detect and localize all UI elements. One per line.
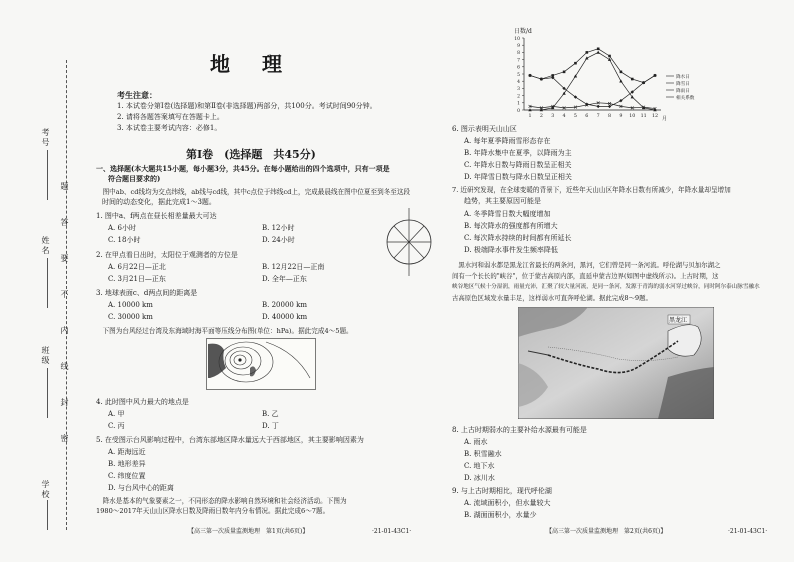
y-tick-label: 1 [517,101,520,107]
xuexiao-label: 学校 [41,480,50,500]
seal-word: 不 [60,290,69,300]
typhoon-center [238,358,241,361]
q3-stem: 3. 地球表面c、d两点间的距离是 [96,289,198,297]
section-instruction: 符合题目要求的) [108,174,161,183]
q1-option[interactable]: A. 6小时 [108,224,136,232]
xingming-label: 姓名 [41,236,50,256]
seal-word: 线 [60,362,69,372]
seal-word: 要 [60,254,69,264]
q1-3-intro: 图中ab、cd线均为交点纬线，ab线与cd线，其中c点位于纬线cd上，完成最晨线在图中位夏至到冬至这段 [96,188,411,196]
y-tick-label: 10 [514,36,520,42]
banji-label: 班级 [41,346,50,366]
q6-option[interactable]: D. 年降雪日数与降水日数呈正相关 [464,173,572,181]
data-point [631,78,634,81]
q9-option[interactable]: B. 湖面面积小，水量少 [464,511,537,519]
data-point [596,105,599,108]
q5-option[interactable]: A. 距海远近 [108,448,146,456]
lake-region [668,325,701,356]
page-title: 地 理 [210,52,288,76]
kaohao-label: 考号 [41,128,50,148]
series-line [530,52,655,110]
q4-option[interactable]: A. 甲 [108,410,125,418]
kaohao-line [47,150,48,200]
precipitation-days-chart [506,24,696,124]
legend-label: 降雨日 [676,88,690,94]
x-tick-label: 9 [619,114,623,119]
q1-option[interactable]: D. 24小时 [262,236,295,244]
x-tick-label: 1 [528,114,532,119]
xuexiao-line [47,500,48,530]
data-point [597,48,600,51]
data-point [619,79,622,82]
q2-option[interactable]: C. 3月21日—正东 [108,275,166,283]
q4-stem: 4. 此时图中风力最大的地点是 [96,398,189,406]
passage-6-7: 降水是基本的气象要素之一，不同形态的降水影响自然环境和社会经济活动。下图为 [96,497,347,505]
data-point [620,71,623,74]
passage-8-9: 峡谷地区气候十分湿润，雨量充沛，汇聚了较大量河流，是同一条河，发源于青海的弱水河穿过峡谷，同时阿尔泰山脉雪融水 [452,284,760,290]
seal-word: 封 [60,398,69,408]
x-tick-label: 12 [651,114,659,119]
x-tick-label: 6 [585,114,589,119]
q7-option[interactable]: A. 冬季降雪日数大幅度增加 [464,210,551,218]
data-point [596,51,599,54]
data-point [608,55,611,58]
q7-option[interactable]: B. 每次降水的强度都有所增大 [464,222,558,230]
y-tick-label: 8 [517,51,520,57]
q1-option[interactable]: B. 12小时 [262,224,295,232]
banji-line [47,368,48,418]
data-point [574,62,577,65]
q6-option[interactable]: A. 每年夏季降雨雪形态存在 [464,137,551,145]
section-heading: 第Ⅰ卷 (选择题 共45分) [186,148,316,161]
seal-word: 内 [60,326,69,336]
y-tick-label: 3 [517,87,520,93]
data-point [586,51,589,54]
q7-stem: 7. 近研究发现，在全球变暖的背景下，近些年天山山区年降水日数有所减少，年降水量却呈增加 [452,186,731,194]
sunlight-diagram [384,204,434,280]
footer-right-code: ·21-01-43C1· [728,528,768,535]
q8-option[interactable]: C. 地下水 [464,462,495,470]
q7-option[interactable]: C. 每次降水持续的时间都有所延长 [464,234,572,242]
x-tick-label: 3 [551,114,555,119]
passage-8-9: 黑水河和弱水都是黑龙江省最长的两条河，黑河，它们曾是同一条河流。呼伦湖与贝加尔湖之 [452,261,721,269]
q9-option[interactable]: A. 流域面积小，但水量较大 [464,499,551,507]
x-unit-label: 月 [662,116,668,122]
passage-8-9: 间有一个长长的"峡谷"，位于蒙古高原内部，直延申蒙古边界(如图中虚线所示)。上古时期，这 [452,272,719,280]
q3-option[interactable]: A. 10000 km [108,301,153,309]
q1-stem: 1. 图中a、f两点在昼长相差量最大可达 [96,212,217,220]
notice-item: 2. 请将各题答案填写在答题卡上。 [117,113,224,121]
data-point [608,105,611,108]
notice-item: 3. 本试卷主要考试内容：必修1。 [117,124,222,132]
legend-label: 降水日 [676,74,690,80]
q6-stem: 6. 图示表明天山山区 [452,125,517,133]
q8-option[interactable]: D. 冰川水 [464,474,495,482]
legend-label: 降雪日 [676,81,690,87]
q8-option[interactable]: B. 积雪融水 [464,450,502,458]
q8-stem: 8. 上古时期弱水的主要补给水源最有可能是 [452,426,587,434]
x-tick-label: 4 [562,114,566,119]
terrain-map [518,307,714,419]
q5-stem: 5. 在受图示台风影响过程中，台湾东部地区降水量远大于西部地区，其主要影响因素为 [96,436,364,444]
footer-left: 【高三第一次质量监测地理 第1页(共6页)】 [188,528,309,535]
q6-option[interactable]: B. 年降水集中在夏季，以降雨为主 [464,149,572,157]
y-tick-label: 0 [517,108,520,114]
x-tick-label: 11 [640,114,647,119]
data-point [608,58,611,61]
data-point [563,71,566,74]
footer-right: 【高三第一次质量监测地理 第2页(共6页)】 [546,528,667,535]
typhoon-map [206,338,316,390]
seal-word: 密 [60,434,69,444]
q9-stem: 9. 与上古时期相比，现代呼伦湖 [452,487,552,495]
q7-stem: 趋势，其主要原因可能是 [464,197,541,205]
y-tick-label: 7 [517,58,520,64]
y-tick-label: 5 [517,72,520,78]
q4-option[interactable]: C. 丙 [108,422,125,430]
x-tick-label: 8 [608,114,612,119]
x-tick-label: 7 [596,114,600,119]
q1-3-intro: 时间的动态变化，据此完成1～3题。 [102,198,216,206]
map-label-heilongjiang: 黑龙江 [669,317,688,324]
q3-option[interactable]: D. 40000 km [262,313,308,321]
q5-option[interactable]: C. 纬度位置 [108,472,146,480]
footer-left-code: ·21-01-43C1· [372,528,412,535]
passage-6-7: 1980～2017年天山山区降水日数及降雨日数年内分布情况。据此完成6～7题。 [96,507,330,515]
q8-option[interactable]: A. 雨水 [464,438,488,446]
q1-option[interactable]: C. 18小时 [108,236,141,244]
seal-word: 答 [60,218,69,228]
q5-option[interactable]: D. 与台风中心的距离 [108,484,174,492]
y-tick-label: 9 [517,44,520,49]
xingming-line [47,258,48,308]
legend-label: 相关系数 [676,95,695,101]
notice-item: 1. 本试卷分第Ⅰ卷(选择题)和第Ⅱ卷(非选择题)两部分，共100分。考试时间90分钟。 [117,102,377,110]
q2-option[interactable]: A. 6月22日—正北 [108,263,166,271]
q2-option[interactable]: D. 全年—正东 [262,275,307,283]
x-tick-label: 10 [629,114,636,119]
notice-heading: 考生注意： [117,90,157,100]
q6-option[interactable]: C. 年降水日数与降雨日数呈正相关 [464,161,572,169]
q3-option[interactable]: C. 30000 km [108,313,153,321]
y-tick-label: 2 [517,94,520,100]
x-tick-label: 5 [573,114,577,119]
seal-words [59,182,73,470]
typhoon-intro: 下图为台风经过台湾及东海域时海平面等压线分布图(单位：hPa)。据此完成4～5题。 [96,327,353,335]
q4-option[interactable]: B. 乙 [262,410,279,418]
q2-stem: 2. 在甲点看日出时，太阳位于观测者的方位是 [96,251,238,259]
passage-8-9: 古高原色区域发水量丰足，这样弱水可直奔呼伦湖。据此完成8～9题。 [452,294,652,302]
q5-option[interactable]: B. 地形差异 [108,460,146,468]
x-tick-label: 2 [539,114,543,119]
y-tick-label: 6 [517,65,520,71]
series-line [530,103,655,109]
q4-option[interactable]: D. 丁 [262,422,279,430]
section-instruction: 一、选择题(本大题共15小题，每小题3分，共45分。在每小题给出的四个选项中，只有一项是 [96,164,390,173]
chart-ylabel: 日数/d [514,28,532,35]
seal-word: 题 [60,182,69,192]
q2-option[interactable]: B. 12月22日—正南 [262,263,325,271]
q3-option[interactable]: B. 20000 km [262,301,307,309]
q7-option[interactable]: D. 极端降水事件发生频率降低 [464,246,558,254]
series-line [530,49,655,83]
y-tick-label: 4 [517,80,520,85]
